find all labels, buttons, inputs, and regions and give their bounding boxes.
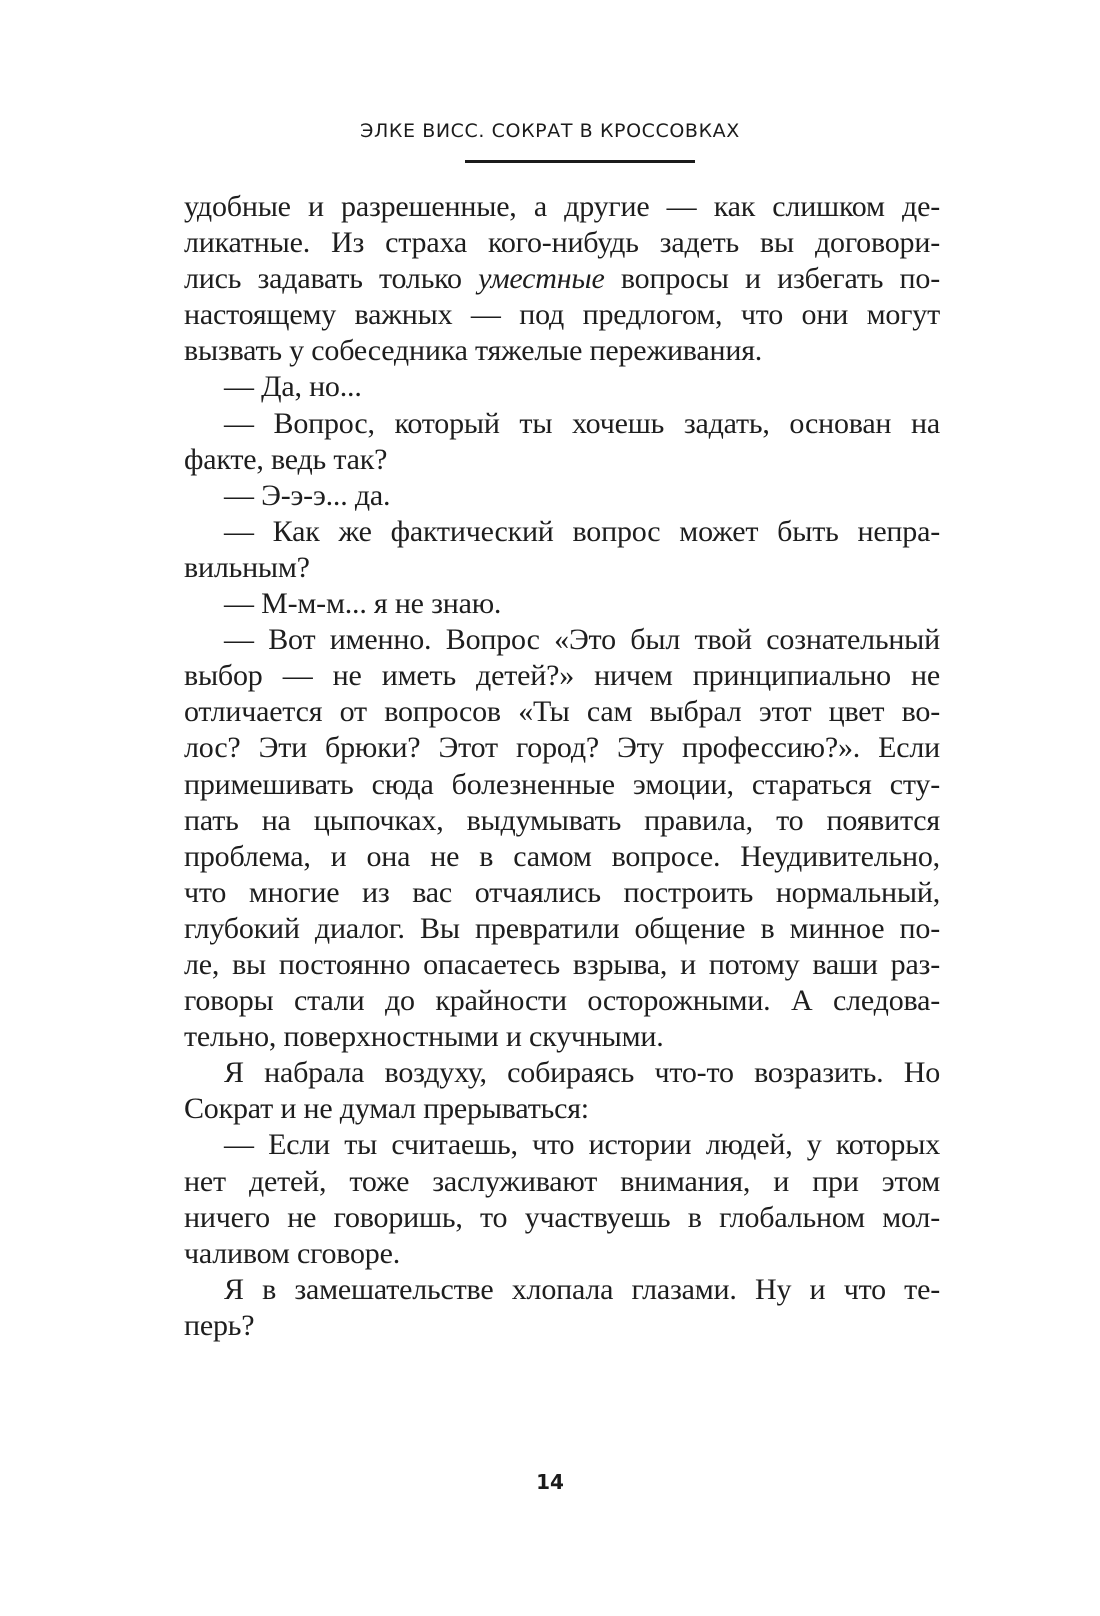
dialogue-line: — Если ты считаешь, что истории людей, у которых — [224, 1128, 940, 1162]
text-fragment: лись задавать только — [184, 262, 479, 296]
dialogue-line: — Вопрос, который ты хочешь задать, основан на — [224, 406, 940, 440]
text-line: что многие из вас отчаялись построить нормальный, — [184, 875, 940, 909]
text-line: вызвать у собеседника тяжелые переживания. — [184, 334, 763, 368]
text-line: пать на цыпочках, выдумывать правила, то появится — [184, 803, 940, 837]
text-line: лос? Эти брюки? Этот город? Эту профессию?». Если — [184, 731, 940, 765]
text-line: нет детей, тоже заслуживают внимания, и при этом — [184, 1164, 940, 1198]
text-line: перь? — [184, 1308, 255, 1342]
text-line: вильным? — [184, 550, 310, 584]
text-line: настоящему важных — под предлогом, что они могут — [184, 298, 940, 332]
paragraph-line: Я набрала воздуху, собираясь что-то возразить. Но — [224, 1056, 940, 1090]
paragraph-line: Я в замешательстве хлопала глазами. Ну и что те- — [224, 1272, 940, 1306]
text-line — [184, 261, 940, 297]
emphasized-word: уместные — [478, 262, 605, 296]
dialogue-line: — М-м-м... я не знаю. — [224, 587, 502, 621]
running-head: ЭЛКЕ ВИСС. СОКРАТ В КРОССОВКАХ — [360, 120, 740, 142]
text-line: глубокий диалог. Вы превратили общение в минное по- — [184, 911, 940, 945]
text-line: тельно, поверхностными и скучными. — [184, 1020, 664, 1054]
text-line: примешивать сюда болезненные эмоции, стараться сту- — [184, 767, 940, 801]
body-text — [184, 189, 940, 1344]
text-line: ликатные. Из страха кого-нибудь задеть вы договори- — [184, 226, 940, 260]
text-line: отличается от вопросов «Ты сам выбрал этот цвет во- — [184, 695, 940, 729]
dialogue-line: — Как же фактический вопрос может быть непра- — [224, 514, 940, 548]
text-line: ле, вы постоянно опасаетесь взрыва, и потому ваши раз- — [184, 947, 940, 981]
text-fragment: вопросы и избегать по- — [604, 262, 940, 296]
header-rule — [465, 160, 695, 163]
page-number: 14 — [536, 1470, 564, 1494]
text-line: факте, ведь так? — [184, 442, 388, 476]
dialogue-line: — Э-э-э... да. — [224, 478, 391, 512]
dialogue-line: — Вот именно. Вопрос «Это был твой сознательный — [224, 623, 940, 657]
dialogue-line: — Да, но... — [224, 370, 362, 404]
text-line: выбор — не иметь детей?» ничем принципиально не — [184, 659, 940, 693]
text-line: проблема, и она не в самом вопросе. Неудивительно, — [184, 839, 940, 873]
text-line: удобные и разрешенные, а другие — как слишком де- — [184, 190, 940, 223]
text-line: говоры стали до крайности осторожными. А следова- — [184, 984, 940, 1018]
text-line: чаливом сговоре. — [184, 1236, 401, 1270]
text-line: ничего не говоришь, то участвуешь в глобальном мол- — [184, 1200, 940, 1234]
text-line: Сократ и не думал прерываться: — [184, 1092, 589, 1126]
